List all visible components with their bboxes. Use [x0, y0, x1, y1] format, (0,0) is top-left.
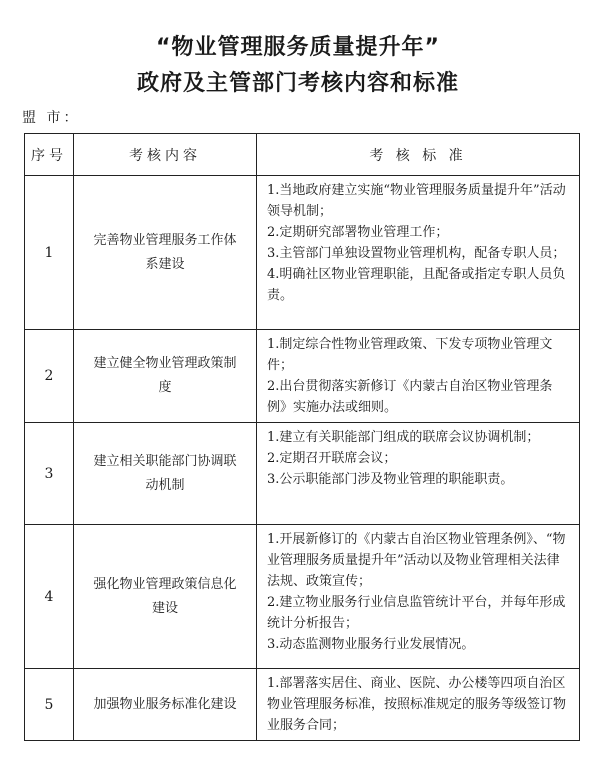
- document-title-line-1: “物业管理服务质量提升年”: [156, 35, 440, 60]
- row-criteria: [257, 423, 580, 525]
- row-criteria: [257, 330, 580, 423]
- assessment-table: [24, 133, 580, 741]
- document-title-line-2: 政府及主管部门考核内容和标准: [136, 71, 459, 96]
- table-row: [25, 176, 580, 330]
- header-assessment-criteria: 考 核 标 准: [257, 134, 580, 176]
- row-number: 2: [25, 330, 74, 423]
- row-number: 3: [25, 423, 74, 525]
- row-content: 完善物业管理服务工作体系建设: [74, 176, 257, 330]
- table-header-row: [25, 134, 580, 176]
- criteria-item: 1.部署落实居住、商业、医院、办公楼等四项自治区物业管理服务标准，按照标准规定的服务等级签订物业服务合同；: [267, 676, 567, 733]
- criteria-item: 3.动态监测物业服务行业发展情况。: [267, 637, 475, 652]
- header-assessment-content: 考核内容: [74, 134, 257, 176]
- row-criteria: [257, 525, 580, 669]
- criteria-item: 2.出台贯彻落实新修订《内蒙古自治区物业管理条例》实施办法或细则。: [267, 379, 553, 415]
- row-content: 加强物业服务标准化建设: [74, 669, 257, 741]
- criteria-item: 2.建立物业服务行业信息监管统计平台，并每年形成统计分析报告；: [267, 595, 566, 631]
- criteria-item: 1.建立有关职能部门组成的联席会议协调机制；: [267, 430, 540, 445]
- meng-city-label: 盟 市：: [22, 110, 81, 126]
- criteria-item: 1.制定综合性物业管理政策、下发专项物业管理文件；: [267, 337, 553, 373]
- row-content: 强化物业管理政策信息化建设: [74, 525, 257, 669]
- criteria-item: 2.定期研究部署物业管理工作；: [267, 225, 449, 240]
- table-row: [25, 423, 580, 525]
- row-content: 建立相关职能部门协调联动机制: [74, 423, 257, 525]
- criteria-item: 3.主管部门单独设置物业管理机构，配备专职人员；: [267, 246, 566, 261]
- row-content: 建立健全物业管理政策制度: [74, 330, 257, 423]
- criteria-item: 1.开展新修订的《内蒙古自治区物业管理条例》、“物业管理服务质量提升年”活动以及物业管理相关法律法规、政策宣传；: [267, 532, 566, 589]
- criteria-item: 2.定期召开联席会议；: [267, 451, 397, 466]
- criteria-item: 3.公示职能部门涉及物业管理的职能职责。: [267, 472, 514, 487]
- row-number: 1: [25, 176, 74, 330]
- criteria-item: 4.明确社区物业管理职能，且配备或指定专职人员负责。: [267, 267, 566, 303]
- header-serial-number: 序号: [25, 134, 74, 176]
- row-criteria: [257, 669, 580, 741]
- table-row: [25, 330, 580, 423]
- row-number: 5: [25, 669, 74, 741]
- table-row: [25, 525, 580, 669]
- criteria-item: 1.当地政府建立实施“物业管理服务质量提升年”活动领导机制；: [267, 183, 566, 219]
- table-row: [25, 669, 580, 741]
- row-criteria: [257, 176, 580, 330]
- row-number: 4: [25, 525, 74, 669]
